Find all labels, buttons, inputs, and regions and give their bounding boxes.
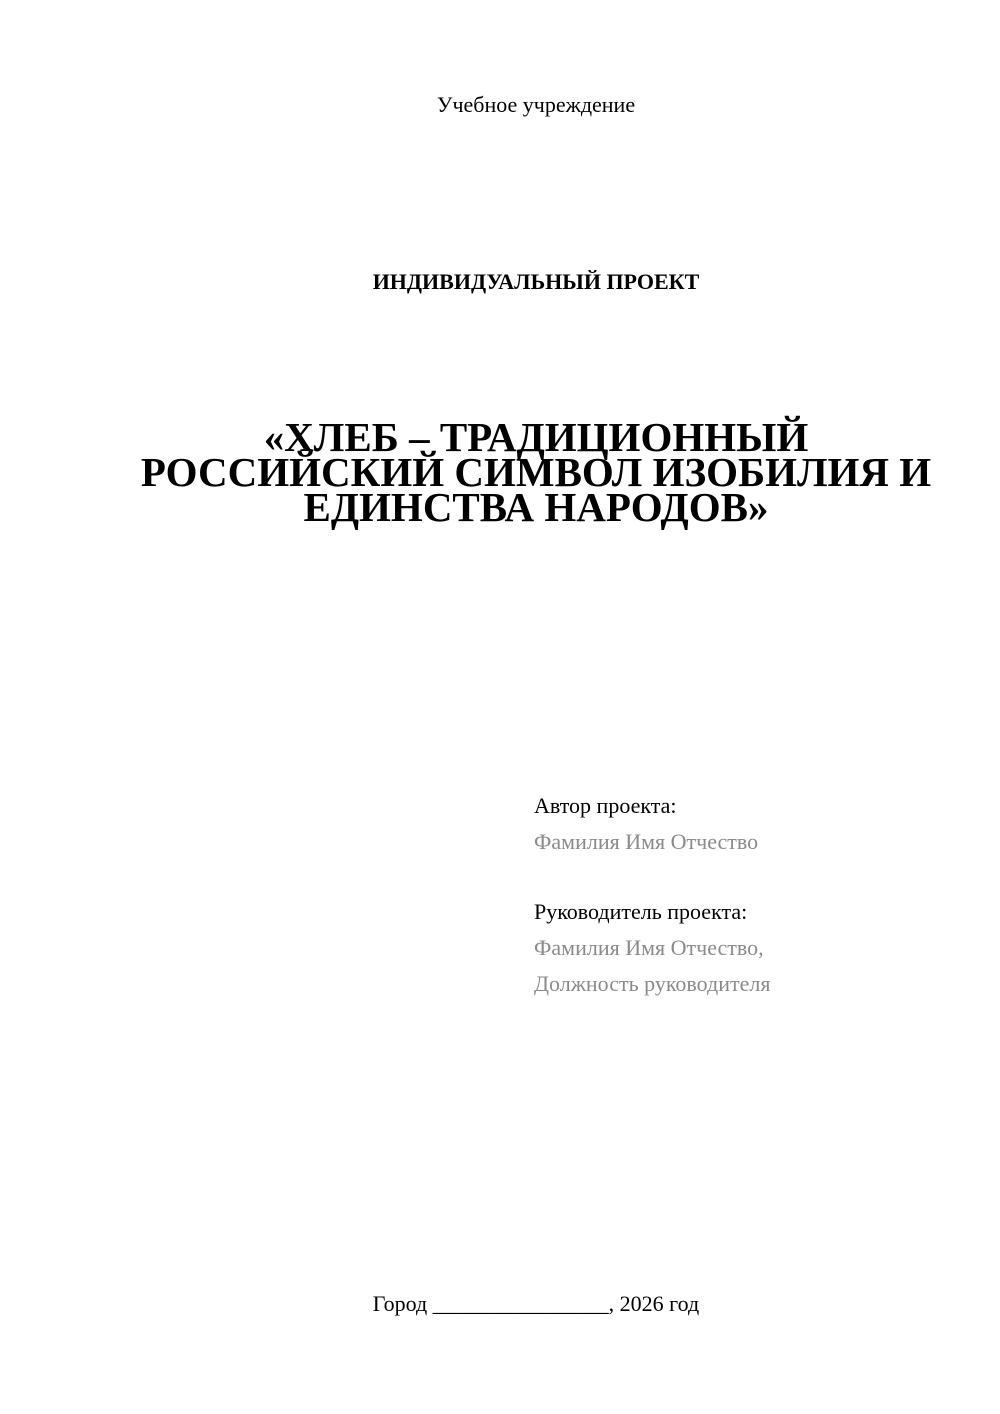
project-type-heading: ИНДИВИДУАЛЬНЫЙ ПРОЕКТ xyxy=(372,269,700,294)
project-credits xyxy=(534,788,974,1002)
supervisor-name: Фамилия Имя Отчество, xyxy=(534,935,764,960)
project-title-line-1: «ХЛЕБ – ТРАДИЦИОННЫЙ xyxy=(263,414,809,460)
author-name: Фамилия Имя Отчество xyxy=(534,829,759,854)
project-title-line-2: РОССИЙСКИЙ СИМВОЛ ИЗОБИЛИЯ И xyxy=(140,449,932,495)
project-title xyxy=(120,414,952,530)
institution-name: Учебное учреждение xyxy=(436,92,636,117)
supervisor-position: Должность руководителя xyxy=(534,971,771,996)
credits-spacer xyxy=(534,860,974,894)
city-year-line: Город ________________, 2026 год xyxy=(372,1291,700,1316)
author-label: Автор проекта: xyxy=(534,793,677,818)
project-title-line-3: ЕДИНСТВА НАРОДОВ» xyxy=(303,484,769,530)
supervisor-label: Руководитель проекта: xyxy=(534,899,748,924)
